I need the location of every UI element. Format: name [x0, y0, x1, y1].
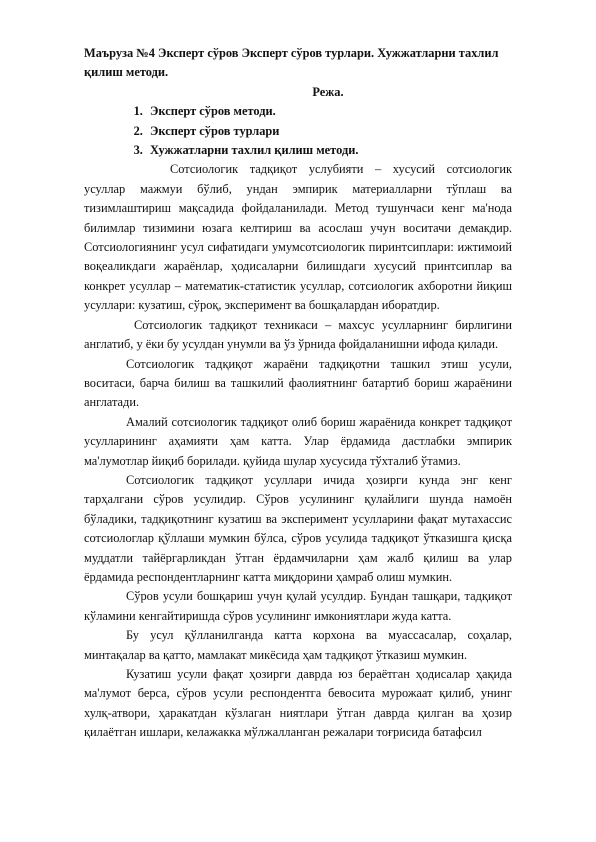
plan-heading: Режа. — [312, 84, 344, 99]
document-page — [84, 44, 512, 743]
body-paragraph: Кузатиш усули фақат ҳозирги даврда юз бераётган ҳодисалар ҳақида ма'лумот берса, сўров усули респондентга бевосита мурожаат қилиб, унинг хулқ-атвори, ҳаракатдан кўзлаган ниятлари ўтган даврда қилган ва ҳозир қилаётган ишлари, келажакка мўлжалланган режалари тоғрисида батафсил — [84, 667, 512, 740]
plan-item: 1. Эксперт сўров методи. — [146, 102, 512, 121]
body-paragraph: Амалий сотсиологик тадқиқот олиб бориш жараёнида конкрет тадқиқот усулларининг аҳамияти ҳам катта. Улар ёрдамида дастлабки эмпирик ма'лумотлар йиқиб борилади. қуйида шулар хусусида тўхталиб ўтамиз. — [84, 414, 512, 468]
body-paragraph: Бу усул қўлланилганда катта корхона ва муассасалар, соҳалар, минтақалар ва қатто, мамлакат микёсида ҳам тадқиқот ўтказиш мумкин. — [84, 628, 512, 662]
plan-item: 2. Эксперт сўров турлари — [146, 122, 512, 141]
body-paragraph: Сотсиологик тадқиқот жараёни тадқиқотни ташкил этиш усули, воситаси, барча билиш ва ташкилий фаолиятнинг батартиб бориш жараёнини англатади. — [84, 356, 512, 410]
lecture-title: Маъруза №4 Эксперт сўров Эксперт сўров турлари. Хужжатларни тахлил қилиш методи. — [84, 46, 499, 80]
body-paragraph: Сотсиологик тадқиқот техникаси – махсус усулларнинг бирлигини англатиб, у ёки бу усулдан унумли ва ўз ўрнида фойдаланишни ифода қилади. — [84, 317, 512, 352]
body-paragraph: Сотсиологик тадқиқот услубияти – хусусий сотсиологик усуллар мажмуи бўлиб, ундан эмпирик материалларни тўплаш ва тизимлаштириш мақсадида фойдаланилади. Метод тушунчаси кенг ма'нода билимлар тизимини юзага келтириш ва асослаш учун воситачи демакдир. Сотсиологиянинг усул сифатидаги умумсотсиологик пиринтсиплари: ижтимоий воқеаликдаги жараёнлар, ҳодисаларни билишдаги хусусий принтсиплар ва конкрет усуллар – математик-статистик усуллар, сотсиологик ахборотни йиқиш усуллари: кузатиш, сўроқ, эксперимент ва бошқалардан иборатдир. — [84, 162, 512, 313]
body-paragraph: Сўров усули бошқариш учун қулай усулдир. Бундан ташқари, тадқиқот кўламини кенгайтиришда сўров усулининг имкониятлари жуда катта. — [84, 589, 512, 623]
plan-list — [84, 102, 512, 160]
plan-item: 3. Хужжатларни тахлил қилиш методи. — [146, 141, 512, 160]
body-paragraph: Сотсиологик тадқиқот усуллари ичида ҳозирги кунда энг кенг тарҳалгани сўров усулидир. Сўров усулининг қулайлиги шунда намоён бўладики, тадқиқотнинг кузатиш ва эксперимент усулларини фақат мутахассис сотсиологлар қўллаши мумкин бўлса, сўров усулида тадқиқот ўтказишга қисқа муддатли тайёргарликдан ўтган ёрдамчиларни ҳам жалб қилиш ва улар ёрдамида респондентларнинг катта миқдорини ҳамраб олиш мумкин. — [84, 472, 512, 584]
